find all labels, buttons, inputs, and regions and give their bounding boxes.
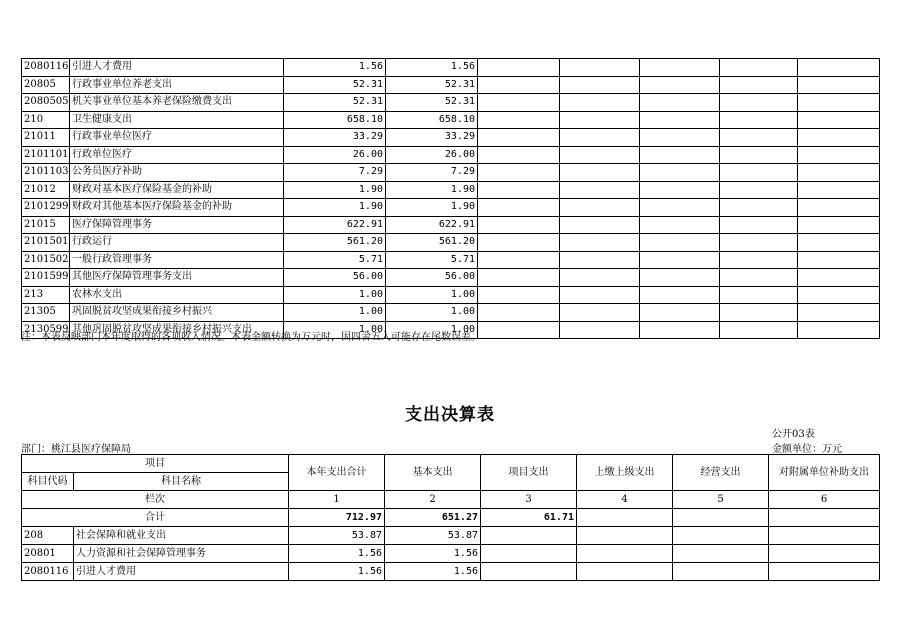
subject-name: 财政对基本医疗保险基金的补助 — [70, 181, 284, 199]
col-number: 6 — [769, 491, 880, 509]
total-col2: 651.27 — [385, 509, 481, 527]
table-row — [22, 164, 880, 182]
subject-name: 行政事业单位养老支出 — [70, 76, 284, 94]
total-col4 — [577, 509, 673, 527]
empty-cell — [720, 321, 798, 339]
empty-cell — [798, 216, 880, 234]
table-row — [22, 545, 880, 563]
empty-cell — [560, 216, 640, 234]
subject-name: 其他医疗保障管理事务支出 — [70, 269, 284, 287]
col6-header: 对附属单位补助支出 — [769, 455, 880, 491]
empty-cell — [720, 234, 798, 252]
subject-code: 2080505 — [22, 94, 70, 112]
col1-header: 本年支出合计 — [289, 455, 385, 491]
expense-summary-table — [21, 454, 880, 581]
subject-name: 引进人才费用 — [74, 563, 289, 581]
subject-code: 2101299 — [22, 199, 70, 217]
col-number: 1 — [289, 491, 385, 509]
total-amount: 1.00 — [284, 286, 386, 304]
subject-code: 20805 — [22, 76, 70, 94]
table-row — [22, 269, 880, 287]
subject-code: 2130599 — [22, 321, 70, 339]
empty-cell — [577, 545, 673, 563]
basic-amount: 7.29 — [386, 164, 478, 182]
empty-cell — [640, 94, 720, 112]
empty-cell — [560, 76, 640, 94]
empty-cell — [478, 164, 560, 182]
empty-cell — [798, 251, 880, 269]
code-header: 科目代码 — [22, 473, 74, 491]
empty-cell — [720, 199, 798, 217]
subject-name: 农林水支出 — [70, 286, 284, 304]
basic-amount: 1.56 — [386, 59, 478, 77]
empty-cell — [798, 111, 880, 129]
table-row — [22, 286, 880, 304]
basic-amount: 1.90 — [386, 199, 478, 217]
empty-cell — [720, 216, 798, 234]
empty-cell — [720, 146, 798, 164]
col3-header: 项目支出 — [481, 455, 577, 491]
empty-cell — [481, 563, 577, 581]
col1-amount: 53.87 — [289, 527, 385, 545]
subject-name: 人力资源和社会保障管理事务 — [74, 545, 289, 563]
amount-unit-label: 金额单位：万元 — [772, 444, 842, 455]
empty-cell — [560, 304, 640, 322]
empty-cell — [798, 181, 880, 199]
total-amount: 33.29 — [284, 129, 386, 147]
empty-cell — [478, 199, 560, 217]
empty-cell — [720, 111, 798, 129]
table-row — [22, 199, 880, 217]
empty-cell — [640, 181, 720, 199]
empty-cell — [720, 286, 798, 304]
empty-cell — [640, 59, 720, 77]
basic-amount: 33.29 — [386, 129, 478, 147]
total-amount: 56.00 — [284, 269, 386, 287]
empty-cell — [560, 181, 640, 199]
subject-name: 行政事业单位医疗 — [70, 129, 284, 147]
empty-cell — [560, 111, 640, 129]
empty-cell — [720, 269, 798, 287]
subject-code: 21305 — [22, 304, 70, 322]
basic-amount: 56.00 — [386, 269, 478, 287]
empty-cell — [640, 111, 720, 129]
subject-code: 20801 — [22, 545, 74, 563]
total-amount: 1.00 — [284, 304, 386, 322]
empty-cell — [640, 269, 720, 287]
subject-code: 2080116 — [22, 59, 70, 77]
empty-cell — [769, 563, 880, 581]
empty-cell — [560, 146, 640, 164]
empty-cell — [640, 199, 720, 217]
empty-cell — [798, 286, 880, 304]
total-col1: 712.97 — [289, 509, 385, 527]
department-label: 部门：桃江县医疗保障局 — [21, 444, 131, 455]
lanci-label: 栏次 — [22, 491, 289, 509]
table-row — [22, 216, 880, 234]
subject-code: 2101502 — [22, 251, 70, 269]
empty-cell — [577, 563, 673, 581]
table-row — [22, 563, 880, 581]
empty-cell — [640, 164, 720, 182]
empty-cell — [478, 286, 560, 304]
table-row — [22, 146, 880, 164]
empty-cell — [560, 129, 640, 147]
total-amount: 26.00 — [284, 146, 386, 164]
table-row — [22, 234, 880, 252]
form-number: 公开03表 — [772, 429, 815, 440]
empty-cell — [478, 129, 560, 147]
basic-amount: 52.31 — [386, 76, 478, 94]
subject-name: 社会保障和就业支出 — [74, 527, 289, 545]
empty-cell — [481, 527, 577, 545]
empty-cell — [640, 216, 720, 234]
subject-name: 巩固脱贫攻坚成果衔接乡村振兴 — [70, 304, 284, 322]
empty-cell — [720, 129, 798, 147]
empty-cell — [798, 59, 880, 77]
empty-cell — [673, 545, 769, 563]
summary-table-body — [22, 527, 880, 581]
empty-cell — [560, 321, 640, 339]
empty-cell — [560, 164, 640, 182]
item-header: 项目 — [22, 455, 289, 473]
basic-amount: 561.20 — [386, 234, 478, 252]
empty-cell — [577, 527, 673, 545]
basic-amount: 1.00 — [386, 304, 478, 322]
empty-cell — [798, 199, 880, 217]
table-note: 注：本表反映部门本年度取得的各项收入情况。本表金额转换为万元时，因四舍五入可能存在尾数误差。 — [21, 332, 481, 343]
total-amount: 1.00 — [284, 321, 386, 339]
col1-amount: 1.56 — [289, 545, 385, 563]
subject-code: 2101501 — [22, 234, 70, 252]
empty-cell — [478, 76, 560, 94]
basic-amount: 622.91 — [386, 216, 478, 234]
subject-name: 机关事业单位基本养老保险缴费支出 — [70, 94, 284, 112]
total-col3: 61.71 — [481, 509, 577, 527]
empty-cell — [720, 59, 798, 77]
empty-cell — [720, 164, 798, 182]
empty-cell — [673, 527, 769, 545]
subject-code: 213 — [22, 286, 70, 304]
col-number: 5 — [673, 491, 769, 509]
subject-name: 财政对其他基本医疗保险基金的补助 — [70, 199, 284, 217]
subject-code: 208 — [22, 527, 74, 545]
basic-amount: 1.00 — [386, 286, 478, 304]
empty-cell — [720, 76, 798, 94]
basic-amount: 26.00 — [386, 146, 478, 164]
empty-cell — [478, 111, 560, 129]
subject-name: 行政运行 — [70, 234, 284, 252]
col-number: 3 — [481, 491, 577, 509]
empty-cell — [478, 216, 560, 234]
total-col5 — [673, 509, 769, 527]
subject-name: 医疗保障管理事务 — [70, 216, 284, 234]
subject-name: 公务员医疗补助 — [70, 164, 284, 182]
subject-name: 行政单位医疗 — [70, 146, 284, 164]
table-row — [22, 59, 880, 77]
column-number-row — [22, 491, 880, 509]
basic-amount: 5.71 — [386, 251, 478, 269]
basic-amount: 1.90 — [386, 181, 478, 199]
empty-cell — [720, 304, 798, 322]
subject-name: 其他巩固脱贫攻坚成果衔接乡村振兴支出 — [70, 321, 284, 339]
subject-code: 21011 — [22, 129, 70, 147]
subject-code: 210 — [22, 111, 70, 129]
page-title: 支出决算表 — [405, 405, 495, 425]
total-col6 — [769, 509, 880, 527]
col4-header: 上缴上级支出 — [577, 455, 673, 491]
empty-cell — [478, 59, 560, 77]
subject-code: 21015 — [22, 216, 70, 234]
empty-cell — [640, 146, 720, 164]
subject-name: 卫生健康支出 — [70, 111, 284, 129]
basic-amount: 52.31 — [386, 94, 478, 112]
header-row-1 — [22, 455, 880, 473]
subject-code: 2101103 — [22, 164, 70, 182]
total-amount: 561.20 — [284, 234, 386, 252]
table-row — [22, 304, 880, 322]
col2-amount: 1.56 — [385, 563, 481, 581]
empty-cell — [769, 545, 880, 563]
col-number: 2 — [385, 491, 481, 509]
empty-cell — [673, 563, 769, 581]
empty-cell — [720, 94, 798, 112]
empty-cell — [560, 59, 640, 77]
empty-cell — [478, 94, 560, 112]
table-row — [22, 76, 880, 94]
subject-code: 21012 — [22, 181, 70, 199]
table-row — [22, 111, 880, 129]
total-amount: 658.10 — [284, 111, 386, 129]
empty-cell — [560, 199, 640, 217]
subject-code: 2080116 — [22, 563, 74, 581]
table-row — [22, 181, 880, 199]
top-table-body — [22, 59, 880, 339]
empty-cell — [798, 129, 880, 147]
empty-cell — [640, 234, 720, 252]
empty-cell — [798, 269, 880, 287]
col2-amount: 1.56 — [385, 545, 481, 563]
empty-cell — [478, 234, 560, 252]
basic-amount: 658.10 — [386, 111, 478, 129]
empty-cell — [560, 286, 640, 304]
empty-cell — [798, 321, 880, 339]
subject-name: 一般行政管理事务 — [70, 251, 284, 269]
empty-cell — [478, 321, 560, 339]
empty-cell — [640, 76, 720, 94]
total-amount: 1.90 — [284, 199, 386, 217]
empty-cell — [560, 234, 640, 252]
total-amount: 52.31 — [284, 76, 386, 94]
top-expense-table — [21, 58, 880, 339]
empty-cell — [769, 527, 880, 545]
col1-amount: 1.56 — [289, 563, 385, 581]
subject-code: 2101101 — [22, 146, 70, 164]
empty-cell — [720, 251, 798, 269]
name-header: 科目名称 — [74, 473, 289, 491]
table-row — [22, 527, 880, 545]
empty-cell — [798, 146, 880, 164]
table-row — [22, 94, 880, 112]
total-amount: 7.29 — [284, 164, 386, 182]
empty-cell — [640, 286, 720, 304]
empty-cell — [481, 545, 577, 563]
table-row — [22, 251, 880, 269]
empty-cell — [478, 181, 560, 199]
empty-cell — [640, 321, 720, 339]
empty-cell — [478, 251, 560, 269]
empty-cell — [640, 251, 720, 269]
col5-header: 经营支出 — [673, 455, 769, 491]
empty-cell — [560, 94, 640, 112]
empty-cell — [798, 234, 880, 252]
subject-name: 引进人才费用 — [70, 59, 284, 77]
subject-code: 2101599 — [22, 269, 70, 287]
empty-cell — [720, 181, 798, 199]
empty-cell — [478, 304, 560, 322]
total-amount: 1.90 — [284, 181, 386, 199]
empty-cell — [798, 76, 880, 94]
col2-header: 基本支出 — [385, 455, 481, 491]
empty-cell — [478, 269, 560, 287]
basic-amount: 1.00 — [386, 321, 478, 339]
empty-cell — [640, 304, 720, 322]
empty-cell — [560, 269, 640, 287]
empty-cell — [560, 251, 640, 269]
col2-amount: 53.87 — [385, 527, 481, 545]
total-amount: 52.31 — [284, 94, 386, 112]
empty-cell — [798, 94, 880, 112]
empty-cell — [798, 304, 880, 322]
empty-cell — [640, 129, 720, 147]
total-label: 合计 — [22, 509, 289, 527]
total-amount: 5.71 — [284, 251, 386, 269]
empty-cell — [478, 146, 560, 164]
empty-cell — [798, 164, 880, 182]
col-number: 4 — [577, 491, 673, 509]
table-row — [22, 129, 880, 147]
total-amount: 1.56 — [284, 59, 386, 77]
total-row — [22, 509, 880, 527]
total-amount: 622.91 — [284, 216, 386, 234]
